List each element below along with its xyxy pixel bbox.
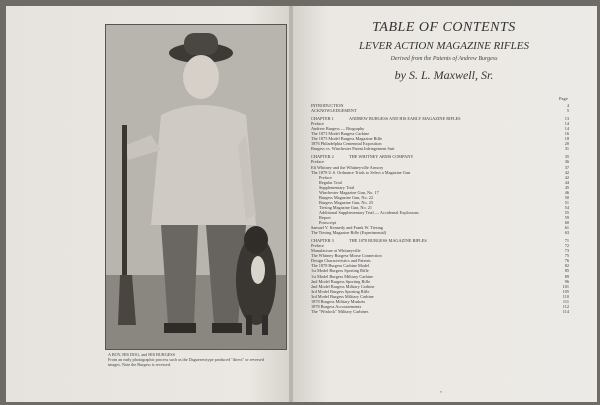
toc-page-number: 105 bbox=[562, 288, 569, 294]
toc-entry-title: 2nd Model Burgess Sporting Rifle bbox=[311, 278, 371, 284]
toc-entry-title: The 1873 Model Burgess Carbine bbox=[311, 131, 370, 137]
toc-list bbox=[311, 103, 569, 314]
chapter-label: CHAPTER 2 bbox=[311, 154, 334, 160]
toc-page-number: 101 bbox=[562, 283, 569, 289]
toc-page-number: 36 bbox=[564, 159, 569, 165]
toc-entry-title: 2nd Model Burgess Military Carbine bbox=[311, 283, 375, 289]
toc-page-number: 63 bbox=[564, 230, 569, 236]
toc-entry-title: Preface bbox=[311, 121, 324, 127]
toc-page-number: 16 bbox=[564, 131, 569, 137]
toc-page-number: 55 bbox=[564, 209, 569, 215]
caption-line: images. Note the Burgess is reversed. bbox=[108, 362, 171, 367]
toc-entry-title: Manufacture at Whitneyville bbox=[311, 248, 361, 254]
toc-page-number: 4 bbox=[566, 103, 569, 108]
toc-entry-row bbox=[311, 309, 569, 314]
toc-page-number: 18 bbox=[564, 136, 569, 142]
toc-page-number: 50 bbox=[564, 194, 569, 200]
toc-derived-line: Derived from the Patents of Andrew Burgess bbox=[390, 56, 498, 62]
toc-entry-title: The 1875 Model Burgess Magazine Rifle bbox=[311, 136, 383, 142]
toc-page-number: 89 bbox=[564, 273, 569, 279]
toc-page-number: 85 bbox=[564, 268, 569, 274]
toc-entry-row bbox=[311, 230, 569, 235]
toc-page-number: 82 bbox=[564, 263, 569, 269]
toc-entry-title: The Whitney Burgess-Morse Connection bbox=[311, 253, 382, 259]
caption-line: From an early photographic process such as the Daguerreotype produced "direct" or reversed bbox=[108, 357, 264, 362]
toc-entry-title: Winchester Magazine Gun, No. 17 bbox=[319, 189, 379, 195]
page-number: v bbox=[440, 389, 442, 394]
toc-page-number: 42 bbox=[564, 169, 569, 175]
toc-page-number: 54 bbox=[564, 204, 569, 210]
toc-page-number: 46 bbox=[564, 189, 569, 195]
toc-page-number: 110 bbox=[562, 293, 569, 299]
toc-page-number: 44 bbox=[564, 179, 569, 185]
toc-entry-title: INTRODUCTION bbox=[311, 103, 344, 108]
toc-page-number: 75 bbox=[564, 253, 569, 259]
toc-entry-title: Supplementary Trial bbox=[319, 184, 355, 190]
toc-entry-title: 3rd Model Burgess Sporting Rifle bbox=[311, 288, 370, 294]
toc-page-number: 112 bbox=[562, 303, 569, 309]
toc-title: TABLE OF CONTENTS bbox=[372, 20, 516, 35]
toc-page-number: 14 bbox=[564, 121, 569, 127]
toc-entry-title: Preface bbox=[311, 243, 324, 249]
toc-entry-title: Burgess Magazine Gun, No. 22 bbox=[319, 194, 374, 200]
toc-page-number: 71 bbox=[564, 238, 569, 244]
toc-entry-title: Design Characteristics and Patents bbox=[311, 258, 371, 264]
toc-page-number: 111 bbox=[562, 298, 569, 304]
toc-entry-title: Postscript bbox=[319, 220, 336, 226]
toc-page-number: 76 bbox=[564, 258, 569, 264]
toc-page-number: 59 bbox=[564, 214, 569, 220]
toc-page-number: 73 bbox=[564, 248, 569, 254]
chapter-title: ANDREW BURGESS AND HIS EARLY MAGAZINE RIFLES bbox=[349, 116, 461, 122]
toc-page-number: 31 bbox=[564, 146, 569, 152]
toc-entry-title: Preface bbox=[311, 159, 324, 165]
toc-entry-title: Burgess Magazine Gun, No. 25 bbox=[319, 199, 374, 205]
toc-page-number: 45 bbox=[564, 184, 569, 190]
toc-page-number: 42 bbox=[564, 174, 569, 180]
photo-caption bbox=[108, 352, 286, 367]
toc-entry-title: Burgess vs. Winchester Patent Infringement Suit bbox=[311, 146, 395, 152]
toc-page-number: 20 bbox=[564, 141, 569, 147]
toc-page-number: 35 bbox=[564, 154, 569, 160]
toc-entry-title: Additional Supplementary Trial — Accidental Explosions bbox=[319, 209, 419, 215]
toc-page-number: 51 bbox=[564, 199, 569, 205]
toc-subtitle: LEVER ACTION MAGAZINE RIFLES bbox=[359, 40, 529, 52]
toc-entry-title: 1st Model Burgess Military Carbine bbox=[311, 273, 373, 279]
chapter-title: THE 1878 BURGESS MAGAZINE RIFLES bbox=[349, 238, 427, 244]
toc-page-number: 72 bbox=[564, 243, 569, 249]
toc-author: by S. L. Maxwell, Sr. bbox=[394, 68, 494, 82]
toc-entry-title: Report bbox=[319, 214, 331, 220]
chapter-label: CHAPTER 3 bbox=[311, 238, 334, 244]
toc-page-number: 60 bbox=[564, 220, 569, 226]
toc-entry-title: Andrew Burgess — Biography bbox=[311, 126, 365, 132]
toc-entry-title: The 1878 Burgess Carbine Model bbox=[311, 263, 370, 269]
toc-entry-title: Tiesing Magazine Gun, No. 21 bbox=[319, 204, 373, 210]
chapter-label: CHAPTER 1 bbox=[311, 116, 334, 122]
toc-entry-row bbox=[311, 146, 569, 151]
page-column-header: Page bbox=[559, 96, 568, 101]
book-gutter bbox=[289, 6, 293, 402]
toc-entry-title: ACKNOWLEDGEMENT bbox=[311, 108, 357, 114]
toc-page-number: 96 bbox=[564, 278, 569, 284]
toc-entry-title: 1878 Burgess Accoutrements bbox=[311, 303, 362, 309]
toc-entry-title: The 1878 U.S. Ordnance Trials to Select a Magazine Gun bbox=[311, 169, 411, 175]
toc-page-number: 14 bbox=[564, 126, 569, 132]
toc-entry-title: Eli Whitney and the Whitneyville Armory bbox=[311, 164, 384, 170]
toc-page-number: 13 bbox=[564, 116, 569, 122]
toc-entry-title: Preface bbox=[319, 174, 332, 180]
chapter-title: THE WHITNEY ARMS COMPANY bbox=[349, 154, 414, 160]
toc-page-number: 37 bbox=[564, 164, 569, 170]
toc-entry-title: 3rd Model Burgess Military Carbine bbox=[311, 293, 374, 299]
toc-entry-title: 1878 Burgess Military Muskets bbox=[311, 298, 366, 304]
toc-entry-title: Regular Trial bbox=[319, 179, 342, 185]
boy-with-dog-and-rifle-illustration bbox=[106, 25, 286, 349]
toc-entry-row bbox=[311, 108, 569, 113]
toc-page-number: 61 bbox=[564, 225, 569, 231]
toc-entry-title: 1876 Philadelphia Centennial Exposition bbox=[311, 141, 382, 147]
toc-entry-title: Samuel V. Kennedy and Frank W. Tiesing bbox=[311, 225, 383, 231]
toc-entry-title: 1st Model Burgess Sporting Rifle bbox=[311, 268, 369, 274]
portrait-photo bbox=[105, 24, 287, 350]
toc-page-number: 5 bbox=[566, 108, 569, 114]
toc-page-number: 114 bbox=[562, 308, 569, 314]
toc-entry-title: The Tiesing Magazine Rifle (Experimental) bbox=[311, 230, 387, 236]
toc-entry-title: The "Winlock" Military Carbines bbox=[311, 308, 369, 314]
caption-line: A BOY, HIS DOG, and HIS BURGESS bbox=[108, 352, 175, 357]
